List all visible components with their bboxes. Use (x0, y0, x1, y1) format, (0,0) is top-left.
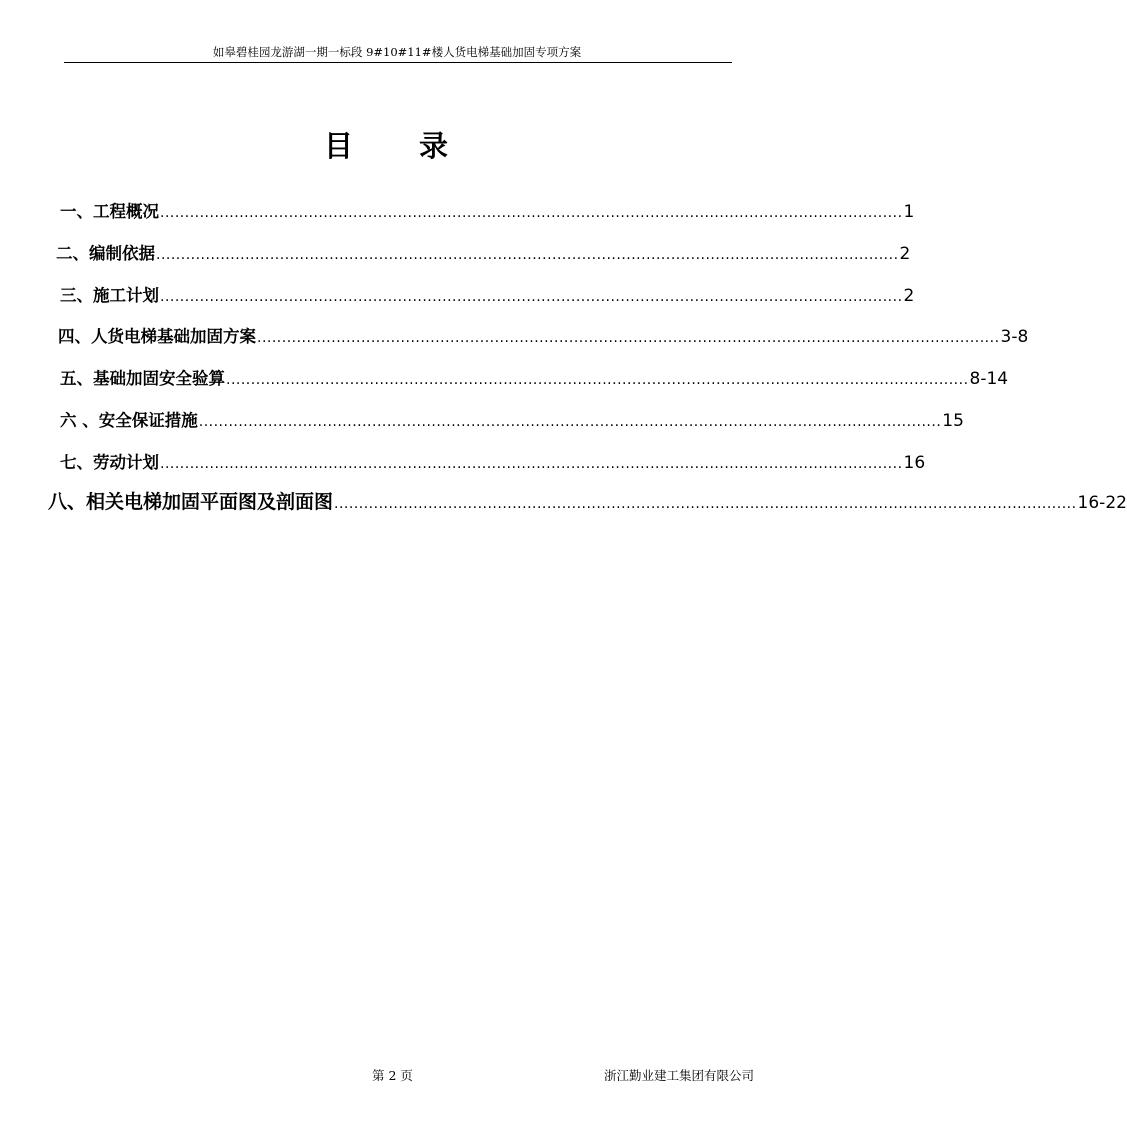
toc-entry-label: 五、基础加固安全验算 (60, 369, 225, 388)
toc-entry-page: 16-22 (1077, 493, 1127, 513)
toc-entry-label: 二、编制依据 (56, 244, 155, 263)
toc-leader-dots: ...................................................................................................................................................... (160, 456, 903, 472)
toc-entry-page: 15 (942, 411, 964, 431)
running-header: 如皋碧桂园龙游湖一期一标段 9#10#11#楼人货电梯基础加固专项方案 (212, 45, 582, 59)
toc-leader-dots: ...................................................................................................................................................... (156, 247, 899, 263)
toc-entry-page: 1 (903, 202, 915, 222)
toc-leader-dots: ...................................................................................................................................................... (334, 496, 1077, 512)
toc-entry-page: 16 (903, 453, 926, 473)
toc-leader-dots: ...................................................................................................................................................... (226, 372, 969, 388)
toc-entry-page: 3-8 (1000, 327, 1029, 347)
toc-leader-dots: ...................................................................................................................................................... (160, 205, 903, 221)
toc-entry[interactable] (48, 487, 1127, 514)
page-title: 目 录 (323, 129, 477, 163)
toc-leader-dots: ...................................................................................................................................................... (198, 414, 942, 430)
toc-entry[interactable] (58, 323, 1029, 347)
toc-entry-page: 8-14 (969, 369, 1009, 389)
toc-entry[interactable] (56, 240, 911, 264)
toc-entry[interactable] (60, 449, 926, 473)
footer-page-number: 第 2 页 (372, 1068, 413, 1083)
toc-entry[interactable] (60, 198, 915, 222)
header-rule (64, 62, 732, 63)
toc-entry-label: 四、人货电梯基础加固方案 (58, 327, 256, 346)
toc-entry-label: 三、施工计划 (60, 286, 159, 305)
toc-entry-page: 2 (899, 244, 911, 264)
toc-entry-label: 一、工程概况 (60, 202, 159, 221)
toc-leader-dots: ...................................................................................................................................................... (160, 289, 903, 305)
toc-entry-label: 七、劳动计划 (60, 453, 159, 472)
toc-entry[interactable] (60, 282, 915, 306)
toc-entry-label: 六 、安全保证措施 (60, 411, 198, 430)
footer-company-name: 浙江勤业建工集团有限公司 (604, 1068, 755, 1083)
toc-entry[interactable] (60, 365, 1009, 389)
toc-leader-dots: ...................................................................................................................................................... (257, 330, 1000, 346)
toc-entry-label: 八、相关电梯加固平面图及剖面图 (48, 491, 334, 513)
toc-entry[interactable] (60, 407, 964, 431)
toc-entry-page: 2 (903, 286, 915, 306)
